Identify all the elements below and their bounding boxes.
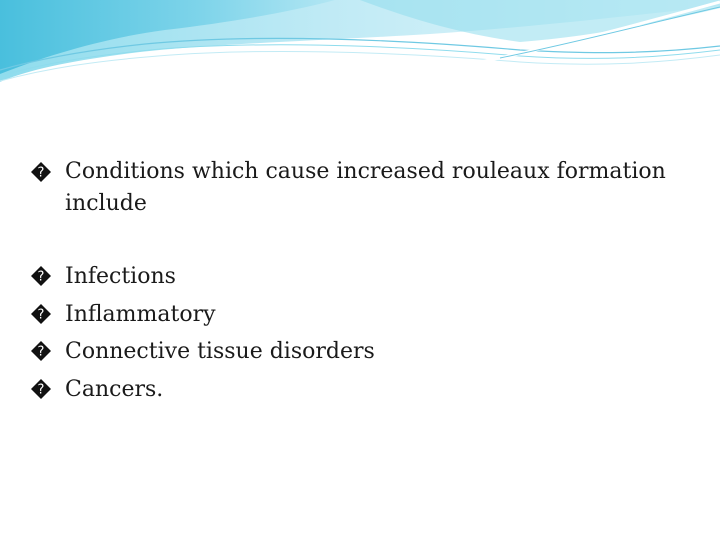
replacement-character-icon	[30, 340, 52, 362]
list-item-text: Cancers.	[65, 376, 164, 402]
svg-text:?: ?	[37, 344, 45, 360]
heading-text: Conditions which cause increased rouleaux formation include	[65, 159, 666, 216]
svg-text:?: ?	[37, 165, 45, 181]
slide-content	[30, 156, 690, 408]
heading-bullet	[30, 156, 690, 220]
svg-text:?: ?	[37, 307, 45, 322]
list-item	[30, 333, 690, 371]
svg-text:?: ?	[37, 382, 45, 397]
list-item	[30, 296, 690, 334]
replacement-character-icon	[30, 265, 52, 287]
list-item-text: Inflammatory	[65, 301, 216, 327]
list-item-text: Connective tissue disorders	[65, 339, 375, 364]
replacement-character-icon	[30, 303, 52, 325]
svg-text:?: ?	[37, 269, 45, 285]
list-item	[30, 371, 690, 409]
list-item	[30, 258, 690, 296]
list-item-text: Infections	[65, 264, 176, 289]
top-wave-decoration	[0, 0, 720, 95]
replacement-character-icon	[30, 161, 52, 183]
replacement-character-icon	[30, 378, 52, 400]
